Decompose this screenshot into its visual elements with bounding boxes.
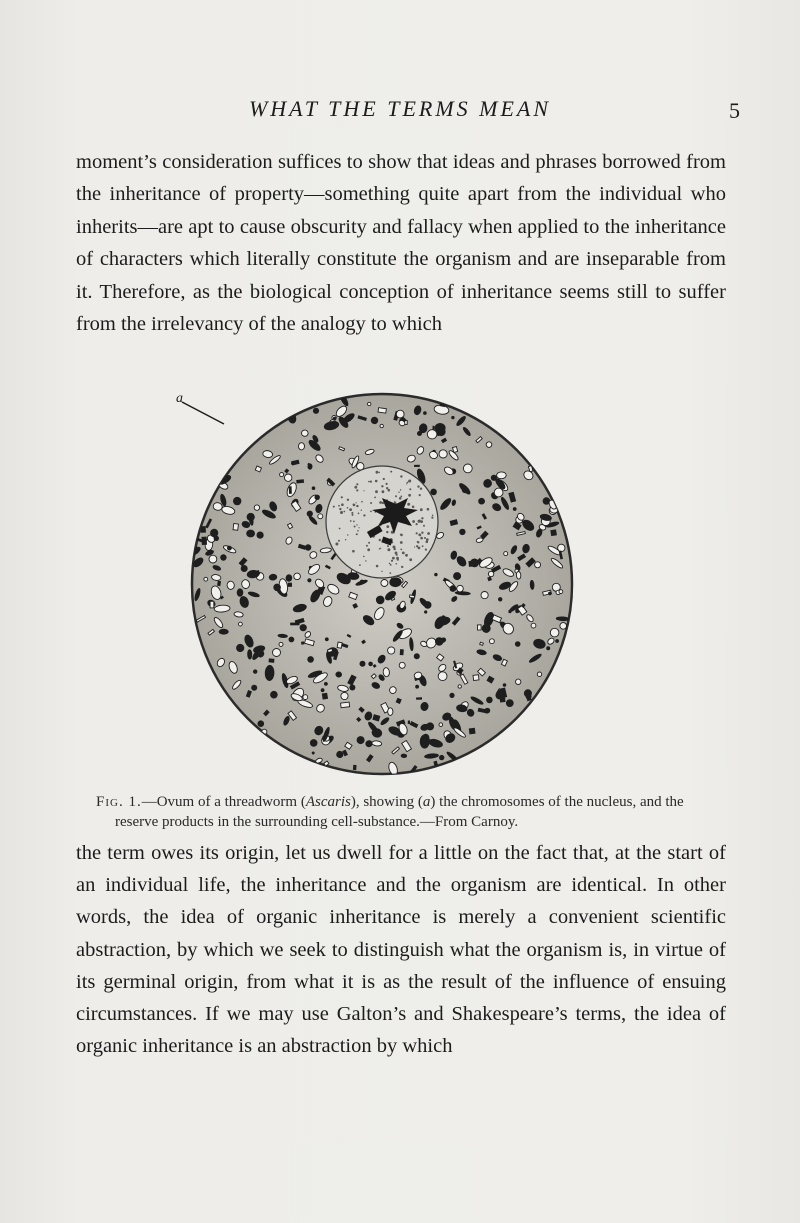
- granule: [393, 728, 399, 734]
- nucleus-dot: [395, 495, 397, 497]
- granule: [303, 695, 308, 700]
- nucleus-dot: [335, 543, 338, 546]
- nucleus-dot: [417, 541, 419, 543]
- nucleus-dot: [370, 481, 372, 483]
- granule: [376, 596, 385, 605]
- granule: [368, 402, 371, 405]
- granule: [289, 486, 292, 494]
- granule: [227, 546, 232, 551]
- granule: [434, 573, 437, 576]
- nucleus-dot: [379, 548, 381, 550]
- granule: [408, 720, 410, 724]
- granule: [438, 672, 447, 681]
- granule: [388, 647, 395, 654]
- nucleus-dot: [367, 548, 370, 551]
- granule: [220, 554, 226, 560]
- granule: [559, 590, 563, 594]
- granule: [423, 411, 427, 415]
- granule: [516, 679, 521, 684]
- nucleus-dot: [386, 487, 388, 489]
- nucleus-dot: [427, 508, 430, 511]
- nucleus-dot: [353, 504, 354, 505]
- nucleus-dot: [387, 545, 389, 547]
- granule: [279, 642, 283, 646]
- nucleus-dot: [349, 508, 352, 511]
- nucleus-dot: [383, 478, 385, 480]
- granule: [417, 431, 422, 436]
- granule: [313, 408, 319, 414]
- granule: [241, 565, 248, 572]
- granule: [396, 410, 404, 418]
- granule: [526, 694, 532, 700]
- granule: [560, 623, 567, 630]
- nucleus-dot: [358, 513, 360, 515]
- granule: [301, 641, 304, 644]
- nucleus-dot: [361, 510, 362, 511]
- granule: [480, 642, 484, 645]
- nucleus-dot: [341, 503, 344, 506]
- granule: [322, 693, 328, 700]
- nucleus-dot: [417, 485, 419, 487]
- figure-caption: [96, 792, 726, 832]
- nucleus-dot: [388, 489, 391, 492]
- granule: [210, 601, 214, 608]
- nucleus-dot: [419, 494, 421, 496]
- granule: [349, 685, 355, 691]
- granule: [555, 639, 559, 643]
- nucleus-dot: [397, 559, 399, 561]
- caption-italic-a: a: [422, 794, 431, 810]
- nucleus-dot: [400, 541, 403, 544]
- nucleus-dot: [389, 563, 391, 565]
- granule: [312, 486, 316, 490]
- granule: [380, 424, 383, 427]
- granule: [253, 669, 257, 673]
- nucleus-dot: [399, 497, 402, 500]
- nucleus-dot: [363, 514, 365, 516]
- caption-part-1: —Ovum of a threadworm (: [141, 794, 306, 810]
- nucleus-dot: [347, 507, 349, 509]
- granule: [298, 443, 304, 450]
- nucleus-dot: [356, 533, 358, 535]
- nucleus-dot: [391, 560, 393, 562]
- granule: [381, 580, 388, 587]
- nucleus-dot: [398, 492, 399, 493]
- granule: [546, 646, 550, 650]
- granule: [270, 691, 278, 699]
- granule: [307, 656, 314, 663]
- nucleus-dot: [357, 530, 359, 532]
- nucleus-dot: [420, 537, 423, 540]
- granule: [504, 552, 508, 556]
- granule: [437, 433, 440, 436]
- nucleus-dot: [392, 557, 395, 560]
- granule: [409, 595, 414, 598]
- granule: [488, 571, 493, 576]
- granule: [426, 722, 434, 730]
- granule: [372, 740, 382, 746]
- granule: [258, 720, 265, 727]
- nucleus-dot: [427, 532, 430, 535]
- granule: [233, 524, 238, 531]
- nucleus-dot: [363, 556, 365, 558]
- granule: [200, 526, 205, 533]
- granule: [535, 562, 541, 568]
- granule: [217, 581, 221, 586]
- nucleus-dot: [356, 502, 357, 503]
- granule: [209, 555, 217, 563]
- nucleus-dot: [347, 499, 349, 501]
- nucleus-dot: [386, 483, 388, 485]
- nucleus-dot: [400, 534, 401, 535]
- granule: [291, 462, 294, 465]
- nucleus-dot: [379, 501, 382, 504]
- granule: [414, 465, 420, 467]
- granule: [548, 592, 552, 596]
- nucleus-dot: [407, 503, 410, 506]
- nucleus-dot: [352, 514, 354, 516]
- granule: [333, 417, 336, 420]
- nucleus-dot: [345, 539, 346, 540]
- granule: [247, 513, 255, 521]
- nucleus-dot: [421, 532, 423, 534]
- granule: [435, 637, 443, 645]
- granule: [481, 592, 488, 599]
- granule: [219, 629, 229, 635]
- granule: [515, 641, 521, 647]
- nucleus-dot: [381, 485, 383, 487]
- caption-part-2: ), showing (: [350, 794, 423, 810]
- nucleus-dot: [432, 515, 434, 517]
- granule: [280, 473, 284, 477]
- granule: [457, 585, 464, 592]
- granule: [491, 475, 497, 481]
- nucleus-dot: [419, 520, 421, 522]
- granule: [273, 649, 281, 657]
- granule: [439, 450, 447, 458]
- paragraph-top: moment’s consideration suffices to show that ideas and phrases borrowed from the inheritance of property—something quite apart from the individual who inherits—are apt to cause obscurity and fallacy when applied to the inheritance of characters which literally constitute the organism and are inseparable from it. Therefore, as the biological conception of inheritance seems still to suffer from the irrelevancy of the analogy to which: [76, 151, 726, 336]
- granule: [325, 637, 329, 641]
- granule: [400, 649, 404, 655]
- nucleus-dot: [370, 511, 372, 513]
- nucleus-dot: [340, 511, 343, 514]
- nucleus-dot: [414, 546, 415, 547]
- nucleus-dot: [356, 505, 358, 507]
- granule: [378, 408, 386, 413]
- nucleus-dot: [423, 525, 425, 527]
- nucleus-dot: [424, 537, 426, 539]
- granule: [300, 624, 307, 631]
- granule: [201, 537, 207, 545]
- granule: [531, 623, 536, 628]
- granule: [415, 685, 419, 689]
- granule: [473, 675, 479, 681]
- nucleus-dot: [354, 526, 356, 528]
- granule: [427, 429, 437, 439]
- nucleus-dot: [389, 572, 391, 574]
- granule: [453, 447, 458, 453]
- nucleus-dot: [422, 545, 424, 547]
- caption-label: Fig. 1.: [96, 794, 142, 810]
- granule: [550, 628, 559, 637]
- ovum-illustration: [160, 372, 600, 780]
- running-title: WHAT THE TERMS MEAN: [248, 96, 552, 121]
- pointer-line: [182, 402, 224, 424]
- nucleus-dot: [386, 531, 388, 533]
- granule: [496, 472, 506, 479]
- nucleus-dot: [387, 548, 390, 551]
- granule: [289, 637, 295, 643]
- nucleus-dot: [408, 494, 411, 497]
- nucleus-dot: [354, 486, 357, 489]
- nucleus-dot: [400, 475, 402, 477]
- caption-part-3: ) the chromosomes of the nucleus, and the reserve products in the surrounding cell-substance.—From Carnoy.: [115, 794, 684, 830]
- nucleus-dot: [365, 560, 366, 561]
- granule: [236, 644, 244, 652]
- nucleus-dot: [338, 505, 340, 507]
- nucleus-dot: [390, 471, 392, 473]
- granule: [239, 622, 243, 626]
- nucleus-dot: [359, 564, 361, 566]
- granule: [449, 693, 454, 698]
- granule: [301, 430, 308, 436]
- nucleus-dot: [408, 480, 410, 482]
- granule: [416, 697, 422, 700]
- granule: [318, 514, 323, 519]
- nucleus-dot: [406, 483, 407, 484]
- nucleus-dot: [378, 472, 380, 474]
- nucleus-dot: [370, 502, 372, 504]
- nucleus-dot: [341, 496, 343, 498]
- granule: [513, 507, 517, 511]
- nucleus-dot: [347, 534, 348, 535]
- nucleus-dot: [418, 534, 421, 537]
- nucleus-dot: [339, 508, 341, 510]
- granule: [254, 505, 259, 510]
- nucleus-dot: [407, 482, 409, 484]
- ovum-figure: [160, 372, 600, 780]
- nucleus-dot: [363, 490, 364, 491]
- granule: [307, 578, 311, 582]
- nucleus-dot: [426, 541, 429, 544]
- nucleus-dot: [366, 545, 368, 547]
- granule: [469, 728, 476, 735]
- granule: [353, 765, 357, 770]
- nucleus-dot: [390, 564, 392, 566]
- granule: [360, 580, 364, 584]
- nucleus-dot: [353, 521, 355, 523]
- granule: [486, 697, 493, 704]
- nucleus-dot: [351, 512, 352, 513]
- nucleus-dot: [400, 496, 402, 498]
- granule: [204, 577, 208, 581]
- nucleus-dot: [400, 549, 402, 551]
- granule: [451, 416, 454, 419]
- nucleus-dot: [368, 542, 370, 544]
- nucleus-dot: [361, 501, 363, 503]
- nucleus-dot: [368, 481, 370, 483]
- granule: [550, 529, 557, 536]
- granule: [494, 488, 503, 497]
- nucleus-dot: [381, 571, 382, 572]
- nucleus-dot: [352, 550, 355, 553]
- nucleus-dot: [375, 480, 378, 483]
- nucleus-dot: [426, 538, 429, 541]
- granule: [503, 683, 507, 687]
- granule: [360, 661, 366, 667]
- granule: [337, 642, 342, 648]
- nucleus-dot: [416, 523, 418, 525]
- nucleus-dot: [421, 517, 423, 519]
- nucleus-dot: [376, 565, 379, 568]
- nucleus-dot: [339, 528, 341, 530]
- nucleus-dot: [376, 471, 379, 474]
- nucleus-dot: [396, 563, 398, 565]
- nucleus-dot: [359, 527, 360, 528]
- granule: [341, 702, 350, 708]
- granule: [312, 752, 315, 755]
- nucleus-dot: [400, 489, 401, 490]
- nucleus-dot: [343, 511, 345, 513]
- granule: [368, 662, 373, 667]
- nucleus-dot: [396, 554, 398, 556]
- granule: [459, 529, 465, 535]
- nucleus-dot: [412, 520, 415, 523]
- nucleus-dot: [425, 549, 427, 551]
- nucleus-dot: [394, 548, 396, 550]
- granule: [257, 532, 264, 539]
- granule: [269, 658, 275, 663]
- granule: [315, 495, 320, 500]
- granule: [509, 610, 512, 613]
- nucleus-dot: [386, 525, 389, 528]
- granule: [424, 610, 427, 613]
- nucleus-dot: [431, 517, 433, 519]
- granule: [288, 583, 292, 587]
- nucleus-dot: [409, 488, 411, 490]
- granule: [453, 572, 461, 580]
- granule: [246, 530, 255, 538]
- nucleus-dot: [379, 539, 381, 541]
- nucleus-dot: [375, 490, 378, 493]
- granule: [477, 625, 481, 630]
- granule: [458, 685, 461, 688]
- nucleus-dot: [420, 488, 422, 490]
- nucleus-dot: [356, 489, 358, 491]
- granule: [357, 736, 365, 744]
- nucleus-dot: [333, 506, 335, 508]
- granule: [424, 601, 432, 609]
- page-number: 5: [729, 98, 740, 123]
- granule: [285, 474, 292, 481]
- nucleus-dot: [405, 554, 408, 557]
- granule: [336, 751, 343, 758]
- granule: [251, 685, 257, 691]
- granule: [399, 662, 405, 668]
- granule: [486, 442, 492, 448]
- granule: [498, 597, 502, 601]
- nucleus-dot: [420, 508, 423, 511]
- nucleus-dot: [356, 524, 357, 525]
- granule: [450, 585, 457, 592]
- nucleus-dot: [402, 552, 405, 555]
- nucleus-dot: [418, 547, 421, 550]
- running-head: [60, 96, 740, 128]
- granule: [537, 672, 541, 676]
- granule: [305, 544, 311, 550]
- granule: [490, 639, 495, 644]
- figure-label-a: a: [176, 391, 183, 406]
- granule: [341, 692, 348, 699]
- nucleus-dot: [412, 506, 415, 509]
- granule: [310, 739, 318, 747]
- granule: [439, 723, 443, 727]
- paragraph-bottom: the term owes its origin, let us dwell for a little on the fact that, at the start of an individual life, the inheritance and the organism are identical. In other words, the idea of organic inheritance is merely a convenient scientific abstraction, by which we seek to distinguish what the organism is, in virtue of its germinal origin, from what it is as the result of the influence of ensuing circumstances. If we may use Galton’s and Shakespeare’s terms, the idea of organic inheritance is an abstraction by which: [76, 842, 726, 1058]
- granule: [388, 708, 393, 716]
- granule: [463, 464, 472, 473]
- granule: [506, 699, 514, 707]
- nucleus-dot: [416, 532, 418, 534]
- nucleus-dot: [409, 558, 412, 561]
- granule: [294, 573, 301, 580]
- nucleus-dot: [356, 483, 358, 485]
- granule: [439, 755, 444, 760]
- nucleus-dot: [338, 540, 340, 542]
- nucleus-dot: [382, 490, 385, 493]
- granule: [414, 653, 420, 659]
- granule: [324, 682, 328, 686]
- caption-italic-ascaris: Ascaris: [305, 794, 351, 810]
- granule: [321, 688, 325, 692]
- nucleus-dot: [401, 566, 403, 568]
- nucleus-dot: [374, 497, 376, 499]
- granule: [290, 623, 299, 626]
- granule: [516, 571, 521, 579]
- granule: [233, 497, 241, 505]
- nucleus-dot: [350, 520, 352, 522]
